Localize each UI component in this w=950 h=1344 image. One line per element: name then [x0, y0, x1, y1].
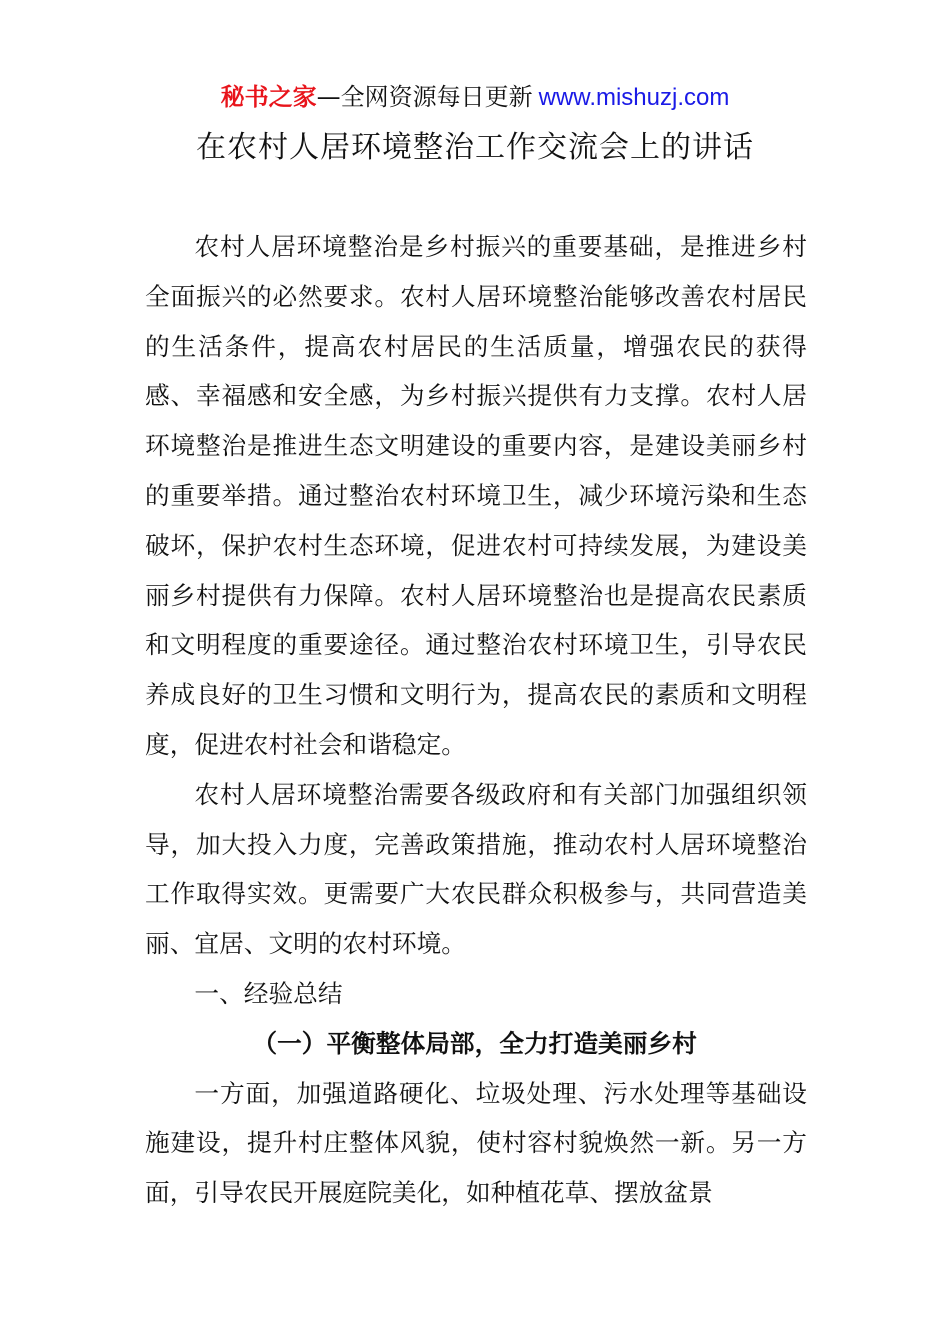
section-heading: 一、经验总结	[194, 978, 343, 1008]
document-body	[145, 222, 807, 1218]
body-paragraph-2: 农村人居环境整治需要各级政府和有关部门加强组织领导，加大投入力度，完善政策措施，推动农村人居环境整治工作取得实效。更需要广大农民群众积极参与，共同营造美丽、宜居、文明的农村环境。	[145, 779, 807, 959]
body-paragraph-1: 农村人居环境整治是乡村振兴的重要基础，是推进乡村全面振兴的必然要求。农村人居环境整治能够改善农村居民的生活条件，提高农村居民的生活质量，增强农民的获得感、幸福感和安全感，为乡村振兴提供有力支撑。农村人居环境整治是推进生态文明建设的重要内容，是建设美丽乡村的重要举措。通过整治农村环境卫生，减少环境污染和生态破坏，保护农村生态环境，促进农村可持续发展，为建设美丽乡村提供有力保障。农村人居环境整治也是提高农民素质和文明程度的重要途径。通过整治农村环境卫生，引导农民养成良好的卫生习惯和文明行为，提高农民的素质和文明程度，促进农村社会和谐稳定。	[145, 232, 807, 759]
document-title: 在农村人居环境整治工作交流会上的讲话	[196, 130, 754, 165]
body-paragraph-3: 一方面，加强道路硬化、垃圾处理、污水处理等基础设施建设，提升村庄整体风貌，使村容村貌焕然一新。另一方面，引导农民开展庭院美化，如种植花草、摆放盆景	[145, 1078, 807, 1208]
subsection-heading: （一）平衡整体局部，全力打造美丽乡村	[252, 1028, 697, 1058]
site-brand: 秘书之家	[220, 83, 317, 111]
site-tagline: —全网资源每日更新	[316, 83, 533, 111]
site-url-link[interactable]: www.mishuzj.com	[538, 84, 730, 111]
site-header	[0, 80, 950, 115]
